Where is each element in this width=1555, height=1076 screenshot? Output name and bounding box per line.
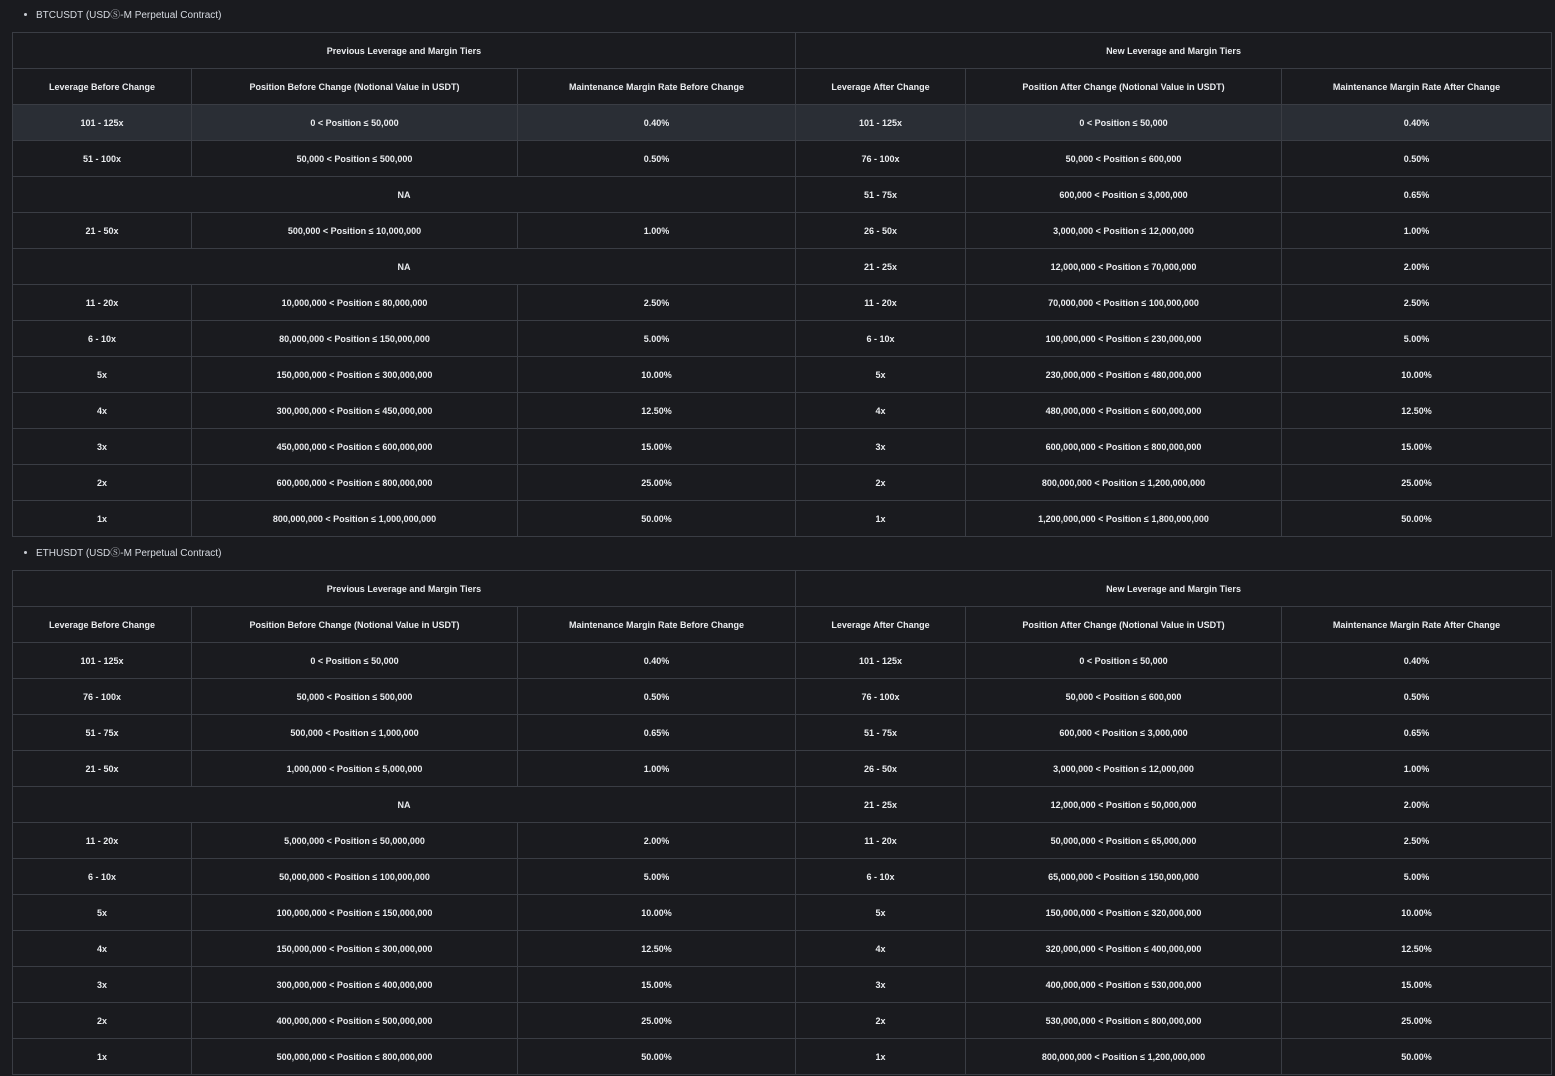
leverage-after-cell: 76 - 100x <box>796 141 966 177</box>
position-after-cell: 65,000,000 < Position ≤ 150,000,000 <box>966 859 1282 895</box>
position-after-cell: 100,000,000 < Position ≤ 230,000,000 <box>966 321 1282 357</box>
mmr-before-cell: 2.50% <box>518 285 796 321</box>
position-before-cell: 0 < Position ≤ 50,000 <box>192 643 518 679</box>
table-row <box>13 1039 1552 1075</box>
table-row <box>13 1003 1552 1039</box>
position-before-cell: 400,000,000 < Position ≤ 500,000,000 <box>192 1003 518 1039</box>
leverage-before-cell: 11 - 20x <box>13 823 192 859</box>
mmr-before-cell: 25.00% <box>518 465 796 501</box>
mmr-after-cell: 5.00% <box>1282 859 1552 895</box>
position-after-cell: 600,000 < Position ≤ 3,000,000 <box>966 715 1282 751</box>
col-header-position-after: Position After Change (Notional Value in USDT) <box>966 69 1282 105</box>
na-cell: NA <box>13 249 796 285</box>
col-header-leverage-before: Leverage Before Change <box>13 69 192 105</box>
eth-section-bullet <box>24 547 221 561</box>
table-row <box>13 285 1552 321</box>
leverage-after-cell: 26 - 50x <box>796 213 966 249</box>
leverage-after-cell: 3x <box>796 967 966 1003</box>
mmr-after-cell: 10.00% <box>1282 357 1552 393</box>
position-after-cell: 50,000 < Position ≤ 600,000 <box>966 679 1282 715</box>
leverage-after-cell: 5x <box>796 357 966 393</box>
mmr-before-cell: 50.00% <box>518 1039 796 1075</box>
position-before-cell: 500,000 < Position ≤ 10,000,000 <box>192 213 518 249</box>
mmr-after-cell: 0.65% <box>1282 177 1552 213</box>
mmr-before-cell: 2.00% <box>518 823 796 859</box>
leverage-after-cell: 51 - 75x <box>796 715 966 751</box>
leverage-before-cell: 3x <box>13 967 192 1003</box>
leverage-before-cell: 6 - 10x <box>13 321 192 357</box>
position-after-cell: 800,000,000 < Position ≤ 1,200,000,000 <box>966 465 1282 501</box>
position-after-cell: 12,000,000 < Position ≤ 70,000,000 <box>966 249 1282 285</box>
position-after-cell: 600,000,000 < Position ≤ 800,000,000 <box>966 429 1282 465</box>
btc-tiers-table <box>12 32 1552 537</box>
position-before-cell: 450,000,000 < Position ≤ 600,000,000 <box>192 429 518 465</box>
table-row <box>13 823 1552 859</box>
position-before-cell: 500,000 < Position ≤ 1,000,000 <box>192 715 518 751</box>
mmr-before-cell: 12.50% <box>518 393 796 429</box>
mmr-after-cell: 50.00% <box>1282 501 1552 537</box>
position-after-cell: 70,000,000 < Position ≤ 100,000,000 <box>966 285 1282 321</box>
table-row <box>13 967 1552 1003</box>
position-after-cell: 50,000,000 < Position ≤ 65,000,000 <box>966 823 1282 859</box>
mmr-before-cell: 50.00% <box>518 501 796 537</box>
table-row <box>13 787 1552 823</box>
leverage-before-cell: 1x <box>13 501 192 537</box>
mmr-before-cell: 0.50% <box>518 679 796 715</box>
leverage-before-cell: 76 - 100x <box>13 679 192 715</box>
col-header-mmr-before: Maintenance Margin Rate Before Change <box>518 607 796 643</box>
col-header-position-before: Position Before Change (Notional Value in USDT) <box>192 69 518 105</box>
mmr-before-cell: 0.50% <box>518 141 796 177</box>
col-header-leverage-before: Leverage Before Change <box>13 607 192 643</box>
table-row <box>13 715 1552 751</box>
leverage-before-cell: 51 - 100x <box>13 141 192 177</box>
leverage-after-cell: 3x <box>796 429 966 465</box>
leverage-before-cell: 1x <box>13 1039 192 1075</box>
mmr-after-cell: 0.50% <box>1282 679 1552 715</box>
mmr-before-cell: 15.00% <box>518 967 796 1003</box>
leverage-after-cell: 5x <box>796 895 966 931</box>
position-before-cell: 50,000,000 < Position ≤ 100,000,000 <box>192 859 518 895</box>
leverage-before-cell: 3x <box>13 429 192 465</box>
leverage-before-cell: 5x <box>13 895 192 931</box>
mmr-after-cell: 12.50% <box>1282 393 1552 429</box>
bullet-dot <box>24 551 27 554</box>
eth-section-title: ETHUSDT (USDⓈ-M Perpetual Contract) <box>36 548 222 559</box>
mmr-after-cell: 0.50% <box>1282 141 1552 177</box>
table-row <box>13 357 1552 393</box>
btc-section-title: BTCUSDT (USDⓈ-M Perpetual Contract) <box>36 10 222 21</box>
position-after-cell: 150,000,000 < Position ≤ 320,000,000 <box>966 895 1282 931</box>
leverage-before-cell: 2x <box>13 465 192 501</box>
leverage-before-cell: 101 - 125x <box>13 105 192 141</box>
mmr-after-cell: 1.00% <box>1282 213 1552 249</box>
position-after-cell: 3,000,000 < Position ≤ 12,000,000 <box>966 213 1282 249</box>
position-after-cell: 600,000 < Position ≤ 3,000,000 <box>966 177 1282 213</box>
leverage-before-cell: 6 - 10x <box>13 859 192 895</box>
position-before-cell: 300,000,000 < Position ≤ 400,000,000 <box>192 967 518 1003</box>
na-cell: NA <box>13 787 796 823</box>
new-tiers-header: New Leverage and Margin Tiers <box>796 571 1552 607</box>
mmr-before-cell: 0.40% <box>518 643 796 679</box>
mmr-after-cell: 10.00% <box>1282 895 1552 931</box>
btc-table-body <box>13 105 1552 537</box>
mmr-before-cell: 1.00% <box>518 751 796 787</box>
col-header-position-after: Position After Change (Notional Value in USDT) <box>966 607 1282 643</box>
leverage-before-cell: 2x <box>13 1003 192 1039</box>
mmr-after-cell: 12.50% <box>1282 931 1552 967</box>
table-row <box>13 429 1552 465</box>
mmr-before-cell: 1.00% <box>518 213 796 249</box>
table-row <box>13 321 1552 357</box>
position-after-cell: 400,000,000 < Position ≤ 530,000,000 <box>966 967 1282 1003</box>
leverage-before-cell: 4x <box>13 931 192 967</box>
table-row <box>13 643 1552 679</box>
mmr-before-cell: 0.40% <box>518 105 796 141</box>
mmr-after-cell: 2.50% <box>1282 285 1552 321</box>
mmr-before-cell: 15.00% <box>518 429 796 465</box>
leverage-after-cell: 26 - 50x <box>796 751 966 787</box>
mmr-after-cell: 15.00% <box>1282 429 1552 465</box>
mmr-after-cell: 0.65% <box>1282 715 1552 751</box>
leverage-before-cell: 21 - 50x <box>13 213 192 249</box>
table-row <box>13 393 1552 429</box>
leverage-after-cell: 1x <box>796 501 966 537</box>
leverage-after-cell: 6 - 10x <box>796 859 966 895</box>
position-after-cell: 530,000,000 < Position ≤ 800,000,000 <box>966 1003 1282 1039</box>
position-after-cell: 1,200,000,000 < Position ≤ 1,800,000,000 <box>966 501 1282 537</box>
leverage-after-cell: 21 - 25x <box>796 787 966 823</box>
col-header-mmr-before: Maintenance Margin Rate Before Change <box>518 69 796 105</box>
table-row <box>13 105 1552 141</box>
position-before-cell: 300,000,000 < Position ≤ 450,000,000 <box>192 393 518 429</box>
leverage-after-cell: 4x <box>796 393 966 429</box>
new-tiers-header: New Leverage and Margin Tiers <box>796 33 1552 69</box>
column-header-row <box>13 607 1552 643</box>
position-after-cell: 0 < Position ≤ 50,000 <box>966 643 1282 679</box>
mmr-after-cell: 2.50% <box>1282 823 1552 859</box>
leverage-after-cell: 1x <box>796 1039 966 1075</box>
group-header-row <box>13 33 1552 69</box>
leverage-before-cell: 51 - 75x <box>13 715 192 751</box>
leverage-after-cell: 6 - 10x <box>796 321 966 357</box>
position-before-cell: 500,000,000 < Position ≤ 800,000,000 <box>192 1039 518 1075</box>
mmr-before-cell: 10.00% <box>518 357 796 393</box>
col-header-position-before: Position Before Change (Notional Value in USDT) <box>192 607 518 643</box>
position-after-cell: 800,000,000 < Position ≤ 1,200,000,000 <box>966 1039 1282 1075</box>
mmr-before-cell: 12.50% <box>518 931 796 967</box>
table-row <box>13 465 1552 501</box>
group-header-row <box>13 571 1552 607</box>
table-row <box>13 141 1552 177</box>
position-before-cell: 0 < Position ≤ 50,000 <box>192 105 518 141</box>
table-row <box>13 213 1552 249</box>
position-before-cell: 600,000,000 < Position ≤ 800,000,000 <box>192 465 518 501</box>
position-before-cell: 800,000,000 < Position ≤ 1,000,000,000 <box>192 501 518 537</box>
position-before-cell: 80,000,000 < Position ≤ 150,000,000 <box>192 321 518 357</box>
mmr-before-cell: 25.00% <box>518 1003 796 1039</box>
leverage-after-cell: 101 - 125x <box>796 105 966 141</box>
leverage-before-cell: 11 - 20x <box>13 285 192 321</box>
mmr-after-cell: 2.00% <box>1282 787 1552 823</box>
eth-table-body <box>13 643 1552 1075</box>
btc-section-bullet <box>24 9 221 23</box>
col-header-leverage-after: Leverage After Change <box>796 607 966 643</box>
table-row <box>13 859 1552 895</box>
table-row <box>13 679 1552 715</box>
column-header-row <box>13 69 1552 105</box>
table-row <box>13 931 1552 967</box>
mmr-before-cell: 5.00% <box>518 321 796 357</box>
col-header-mmr-after: Maintenance Margin Rate After Change <box>1282 607 1552 643</box>
leverage-before-cell: 101 - 125x <box>13 643 192 679</box>
mmr-before-cell: 10.00% <box>518 895 796 931</box>
position-before-cell: 5,000,000 < Position ≤ 50,000,000 <box>192 823 518 859</box>
table-row <box>13 895 1552 931</box>
position-before-cell: 150,000,000 < Position ≤ 300,000,000 <box>192 931 518 967</box>
bullet-dot <box>24 13 27 16</box>
leverage-after-cell: 51 - 75x <box>796 177 966 213</box>
position-after-cell: 480,000,000 < Position ≤ 600,000,000 <box>966 393 1282 429</box>
table-row <box>13 751 1552 787</box>
position-after-cell: 230,000,000 < Position ≤ 480,000,000 <box>966 357 1282 393</box>
mmr-after-cell: 25.00% <box>1282 465 1552 501</box>
position-after-cell: 50,000 < Position ≤ 600,000 <box>966 141 1282 177</box>
position-before-cell: 100,000,000 < Position ≤ 150,000,000 <box>192 895 518 931</box>
leverage-before-cell: 4x <box>13 393 192 429</box>
position-after-cell: 320,000,000 < Position ≤ 400,000,000 <box>966 931 1282 967</box>
table-row <box>13 501 1552 537</box>
mmr-before-cell: 0.65% <box>518 715 796 751</box>
leverage-after-cell: 2x <box>796 1003 966 1039</box>
leverage-after-cell: 11 - 20x <box>796 823 966 859</box>
mmr-after-cell: 15.00% <box>1282 967 1552 1003</box>
leverage-before-cell: 5x <box>13 357 192 393</box>
position-after-cell: 3,000,000 < Position ≤ 12,000,000 <box>966 751 1282 787</box>
position-before-cell: 50,000 < Position ≤ 500,000 <box>192 679 518 715</box>
leverage-after-cell: 2x <box>796 465 966 501</box>
mmr-after-cell: 50.00% <box>1282 1039 1552 1075</box>
position-before-cell: 10,000,000 < Position ≤ 80,000,000 <box>192 285 518 321</box>
leverage-after-cell: 101 - 125x <box>796 643 966 679</box>
mmr-after-cell: 25.00% <box>1282 1003 1552 1039</box>
table-row <box>13 249 1552 285</box>
leverage-after-cell: 21 - 25x <box>796 249 966 285</box>
previous-tiers-header: Previous Leverage and Margin Tiers <box>13 571 796 607</box>
col-header-leverage-after: Leverage After Change <box>796 69 966 105</box>
table-row <box>13 177 1552 213</box>
leverage-after-cell: 76 - 100x <box>796 679 966 715</box>
position-before-cell: 150,000,000 < Position ≤ 300,000,000 <box>192 357 518 393</box>
leverage-after-cell: 11 - 20x <box>796 285 966 321</box>
mmr-after-cell: 5.00% <box>1282 321 1552 357</box>
position-after-cell: 12,000,000 < Position ≤ 50,000,000 <box>966 787 1282 823</box>
eth-tiers-table <box>12 570 1552 1075</box>
mmr-after-cell: 0.40% <box>1282 643 1552 679</box>
leverage-before-cell: 21 - 50x <box>13 751 192 787</box>
position-before-cell: 50,000 < Position ≤ 500,000 <box>192 141 518 177</box>
mmr-after-cell: 0.40% <box>1282 105 1552 141</box>
position-after-cell: 0 < Position ≤ 50,000 <box>966 105 1282 141</box>
previous-tiers-header: Previous Leverage and Margin Tiers <box>13 33 796 69</box>
mmr-before-cell: 5.00% <box>518 859 796 895</box>
mmr-after-cell: 2.00% <box>1282 249 1552 285</box>
col-header-mmr-after: Maintenance Margin Rate After Change <box>1282 69 1552 105</box>
leverage-after-cell: 4x <box>796 931 966 967</box>
na-cell: NA <box>13 177 796 213</box>
mmr-after-cell: 1.00% <box>1282 751 1552 787</box>
position-before-cell: 1,000,000 < Position ≤ 5,000,000 <box>192 751 518 787</box>
